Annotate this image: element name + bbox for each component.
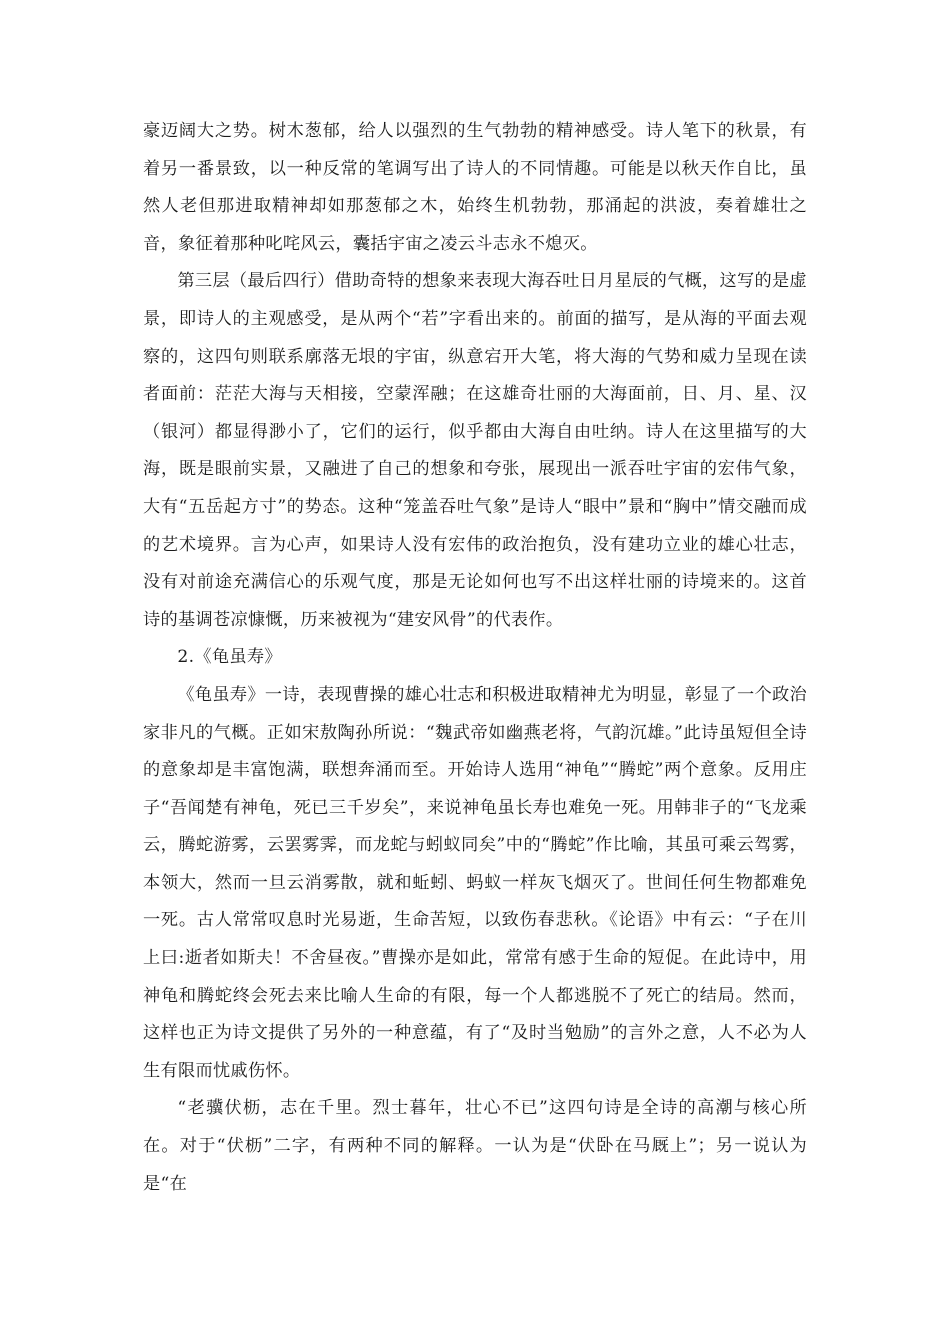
paragraph-4: “老骥伏枥，志在千里。烈士暮年，壮心不已”这四句诗是全诗的高潮与核心所在。对于“伏枥”二字，有两种不同的解释。一认为是“伏卧在马厩上”；另一说认为是“在 <box>143 1098 807 1194</box>
paragraph-1: 豪迈阔大之势。树木葱郁，给人以强烈的生气勃勃的精神感受。诗人笔下的秋景，有着另一番景致，以一种反常的笔调写出了诗人的不同情趣。可能是以秋天作自比，虽然人老但那进取精神却如那葱郁之木，始终生机勃勃，那涌起的洪波，奏着雄壮之音，象征着那种叱咤风云，囊括宇宙之凌云斗志永不熄灭。 <box>143 121 807 254</box>
document-page <box>143 113 807 1203</box>
section-heading: 2.《龟虽寿》 <box>177 647 282 668</box>
paragraph-2: 第三层（最后四行）借助奇特的想象来表现大海吞吐日月星辰的气概，这写的是虚景，即诗人的主观感受，是从两个“若”字看出来的。前面的描写，是从海的平面去观察的，这四句则联系廓落无垠的宇宙，纵意宕开大笔，将大海的气势和威力呈现在读者面前：茫茫大海与天相接，空蒙浑融；在这雄奇壮丽的大海面前，日、月、星、汉（银河）都显得渺小了，它们的运行，似乎都由大海自由吐纳。诗人在这里描写的大海，既是眼前实景，又融进了自己的想象和夸张，展现出一派吞吐宇宙的宏伟气象，大有“五岳起方寸”的势态。这种“笼盖吞吐气象”是诗人“眼中”景和“胸中”情交融而成的艺术境界。言为心声，如果诗人没有宏伟的政治抱负，没有建功立业的雄心壮志，没有对前途充满信心的乐观气度，那是无论如何也写不出这样壮丽的诗境来的。这首诗的基调苍凉慷慨，历来被视为“建安风骨”的代表作。 <box>143 271 807 630</box>
paragraph-3: 《龟虽寿》一诗，表现曹操的雄心壮志和积极进取精神尤为明显，彰显了一个政治家非凡的气概。正如宋敖陶孙所说：“魏武帝如幽燕老将，气韵沉雄。”此诗虽短但全诗的意象却是丰富饱满，联想奔涌而至。开始诗人选用“神龟”“腾蛇”两个意象。反用庄子“吾闻楚有神龟，死已三千岁矣”，来说神龟虽长寿也难免一死。用韩非子的“飞龙乘云，腾蛇游雾，云罢雾霁，而龙蛇与蚓蚁同矣”中的“腾蛇”作比喻，其虽可乘云驾雾，本领大，然而一旦云消雾散，就和蚯蚓、蚂蚁一样灰飞烟灭了。世间任何生物都难免一死。古人常常叹息时光易逝，生命苦短，以致伤春悲秋。《论语》中有云：“子在川上曰:逝者如斯夫！不舍昼夜。”曹操亦是如此，常常有感于生命的短促。在此诗中，用神龟和腾蛇终会死去来比喻人生命的有限，每一个人都逃脱不了死亡的结局。然而，这样也正为诗文提供了另外的一种意蕴，有了“及时当勉励”的言外之意，人不必为人生有限而忧戚伤怀。 <box>143 684 807 1081</box>
